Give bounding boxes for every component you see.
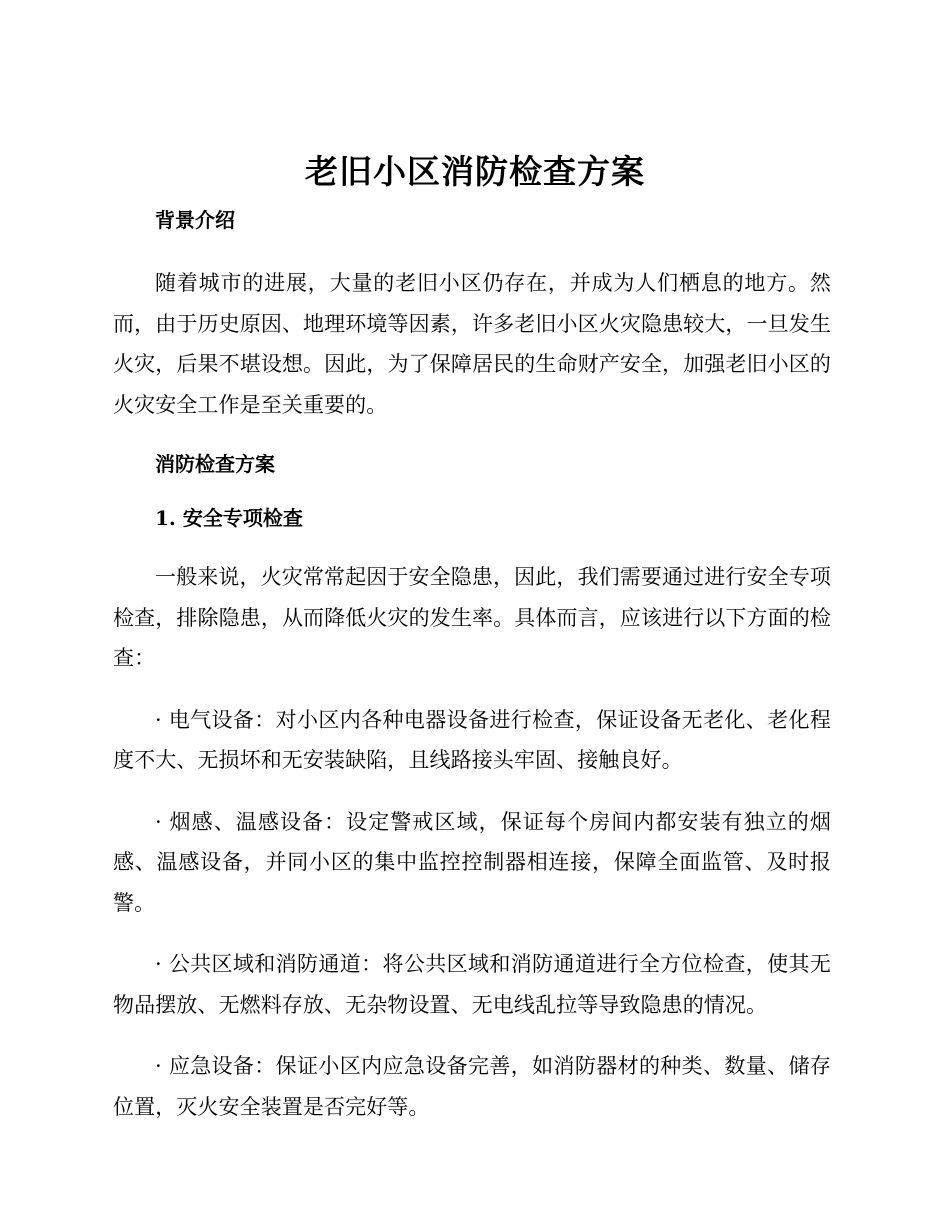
subsection-heading-1: 1. 安全专项检查 (155, 506, 303, 530)
document-title: 老旧小区消防检查方案 (305, 152, 645, 191)
list-item-electrical: · 电气设备：对小区内各种电器设备进行检查，保证设备无老化、老化程度不大、无损坏和无安装缺陷，且线路接头牢固、接触良好。 (113, 707, 831, 772)
document-body (113, 205, 831, 1127)
section-heading-background: 背景介绍 (155, 208, 235, 232)
section-heading-plan: 消防检查方案 (155, 452, 275, 476)
list-item-public-area: · 公共区域和消防通道：将公共区域和消防通道进行全方位检查，使其无物品摆放、无燃料存放、无杂物设置、无电线乱拉等导致隐患的情况。 (113, 952, 831, 1017)
subsection-intro-paragraph: 一般来说，火灾常常起因于安全隐患，因此，我们需要通过进行安全专项检查，排除隐患，从而降低火灾的发生率。具体而言，应该进行以下方面的检查： (113, 565, 831, 670)
background-paragraph: 随着城市的进展，大量的老旧小区仍存在，并成为人们栖息的地方。然而，由于历史原因、地理环境等因素，许多老旧小区火灾隐患较大，一旦发生火灾，后果不堪设想。因此，为了保障居民的生命财产安全，加强老旧小区的火灾安全工作是至关重要的。 (113, 271, 831, 417)
list-item-smoke-heat: · 烟感、温感设备：设定警戒区域，保证每个房间内都安装有独立的烟感、温感设备，并同小区的集中监控控制器相连接，保障全面监管、及时报警。 (113, 809, 831, 915)
list-item-emergency: · 应急设备：保证小区内应急设备完善，如消防器材的种类、数量、储存位置，灭火安全装置是否完好等。 (113, 1054, 831, 1119)
